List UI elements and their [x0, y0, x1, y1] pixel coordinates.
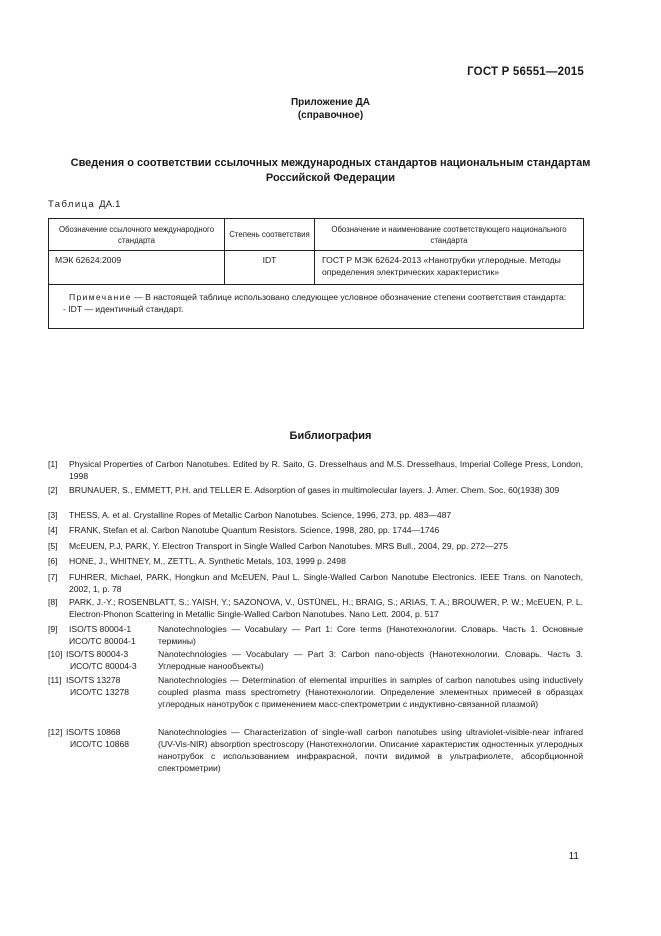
bibliography-item-text: McEUEN, P.J, PARK, Y. Electron Transport in Single Walled Carbon Nanotubes. MRS Bull., 2004, 29, pp. 272—275: [69, 541, 508, 551]
bibliography-item-text: FUHRER, Michael, PARK, Hongkun and McEUEN, Paul L. Single-Walled Carbon Nanotube Electronics. IEEE Trans. on Nanotech, 2002, 1, p. 78: [69, 572, 583, 594]
bibliography-item-text: THESS, A. et al. Crystalline Ropes of Metallic Carbon Nanotubes. Science, 1996, 273, pp. 483—487: [69, 510, 452, 520]
bibliography-item-number: [2]: [48, 485, 58, 495]
standard-code-iso: ISO/TS 10868: [66, 727, 121, 737]
table-cell-national: ГОСТ Р МЭК 62624-2013 «Нанотрубки углеродные. Методы определения электрических характеристик»: [315, 251, 584, 285]
annex-title: [0, 96, 661, 122]
standard-code-iso: ISO/TS 80004-3: [66, 649, 129, 659]
bibliography-item-code: [66, 726, 156, 750]
bibliography-item: [48, 596, 583, 620]
bibliography-item: [48, 555, 583, 567]
annex-subtitle: (справочное): [297, 110, 364, 121]
table-header-degree: Степень соответствия: [225, 219, 315, 251]
table-row: [49, 251, 584, 285]
bibliography-item-text: Nanotechnologies — Vocabulary — Part 1: Core terms (Нанотехнологии. Словарь. Часть 1. Основные термины): [158, 624, 583, 646]
bibliography-item-number: [12]: [48, 727, 63, 737]
bibliography-item: [48, 674, 583, 710]
section-heading: [40, 156, 621, 186]
bibliography-item: [48, 540, 583, 552]
table-note: [49, 285, 584, 329]
bibliography-item-number: [10]: [48, 649, 63, 659]
bibliography-item-text: Nanotechnologies — Vocabulary — Part 3: Carbon nano-objects (Нанотехнологии. Словарь. Часть 3. Углеродные нанообъекты): [158, 649, 583, 671]
bibliography-item-number: [9]: [48, 624, 58, 634]
bibliography-item-text: BRUNAUER, S., EMMETT, P.H. and TELLER E. Adsorption of gases in multimolecular layers. J. Amer. Chem. Soc. 60(1938) 309: [69, 485, 560, 495]
bibliography-item-number: [8]: [48, 597, 58, 607]
table-caption-word: Таблица: [48, 199, 96, 210]
bibliography-item-number: [1]: [48, 459, 58, 469]
bibliography-item-code: [66, 648, 156, 672]
bibliography-item-text: FRANK, Stefan et al. Carbon Nanotube Quantum Resistors. Science, 1998, 280, pp. 1744—1746: [69, 525, 440, 535]
bibliography-item-number: [3]: [48, 510, 58, 520]
note-text: — В настоящей таблице использовано следующее условное обозначение степени соответствия стандарта:: [131, 292, 567, 302]
table-header-row: [49, 219, 584, 251]
section-heading-line-1: Сведения о соответствии ссылочных международных стандартов национальным стандартам: [70, 157, 591, 169]
table-cell-degree: IDT: [225, 251, 315, 285]
note-item: - IDT — идентичный стандарт.: [63, 303, 184, 314]
bibliography-item: [48, 509, 583, 521]
bibliography-item-code: [69, 623, 159, 647]
correspondence-table: [48, 218, 584, 329]
bibliography-item-number: [7]: [48, 572, 58, 582]
bibliography-item-code: [66, 674, 156, 698]
table-caption: [48, 199, 121, 210]
standard-code-ru: ИСО/ТС 10868: [70, 739, 130, 749]
bibliography-item-number: [11]: [48, 675, 62, 685]
standard-code-ru: ИСО/ТС 80004-3: [70, 661, 137, 671]
table-header-reference: Обозначение ссылочного международного стандарта: [49, 219, 225, 251]
bibliography-item-text: Nanotechnologies — Determination of elemental impurities in samples of carbon nanotubes using inductively coupled plasma mass spectrometry (Нанотехнологии. Определение элементных примесей в образцах углеродных нанотрубок с применением масс-спектрометрии с индуктивно-связанной плазмой): [158, 675, 583, 709]
bibliography-item: [48, 524, 583, 536]
annex-label: Приложение ДА: [290, 97, 371, 108]
table-note-row: [49, 285, 584, 329]
standard-code-ru: ИСО/ТС 13278: [70, 687, 130, 697]
page-number: 11: [568, 851, 579, 862]
table-header-national: Обозначение и наименование соответствующего национального стандарта: [315, 219, 584, 251]
bibliography-item: [48, 623, 583, 647]
bibliography-item-number: [4]: [48, 525, 58, 535]
bibliography-item: [48, 458, 583, 482]
bibliography-item: [48, 484, 583, 496]
standard-code-iso: ISO/TS 13278: [66, 675, 121, 685]
bibliography-title: Библиография: [289, 430, 372, 442]
bibliography-item-text: HONE, J., WHITNEY, M., ZETTL, A. Synthetic Metals, 103, 1999 p. 2498: [69, 556, 346, 566]
section-heading-line-2: Российской Федерации: [265, 172, 396, 184]
bibliography-item-number: [6]: [48, 556, 58, 566]
standard-code-ru: ИСО/ТС 80004-1: [69, 636, 136, 646]
bibliography-item: [48, 571, 583, 595]
standard-code-iso: ISO/TS 80004-1: [69, 624, 132, 634]
note-label: Примечание: [69, 292, 132, 302]
bibliography-item-number: [5]: [48, 541, 58, 551]
bibliography-item-text: PARK, J.-Y.; ROSENBLATT, S.; YAISH, Y.; SAZONOVA, V., ÜSTÜNEL, H.; BRAIG, S.; ARIAS, T. A.; BROUWER, P. W.; McEUEN, P. L. Electron-Phonon Scattering in Metallic Single-Walled Carbon Nanotubes. Nano Lett. 2004, p. 517: [69, 597, 583, 619]
bibliography-item-text: Nanotechnologies — Characterization of single-wall carbon nanotubes using ultraviolet-visible-near infrared (UV-Vis-NIR) absorption spectroscopy (Нанотехнологии. Описание характеристик одностенных углеродных нанотрубок с использованием инфракрасной, почти видимой в ультрафиолете, абсорбционной спектрометрии): [158, 727, 583, 773]
table-caption-number: ДА.1: [99, 199, 121, 210]
bibliography-item-text: Physical Properties of Carbon Nanotubes. Edited by R. Saito, G. Dresselhaus and M.S. Dresselhaus, Imperial College Press, London, 1998: [69, 459, 583, 481]
bibliography-item: [48, 726, 583, 774]
document-code: ГОСТ Р 56551—2015: [467, 66, 584, 78]
bibliography-item: [48, 648, 583, 672]
table-cell-reference: МЭК 62624:2009: [49, 251, 225, 285]
